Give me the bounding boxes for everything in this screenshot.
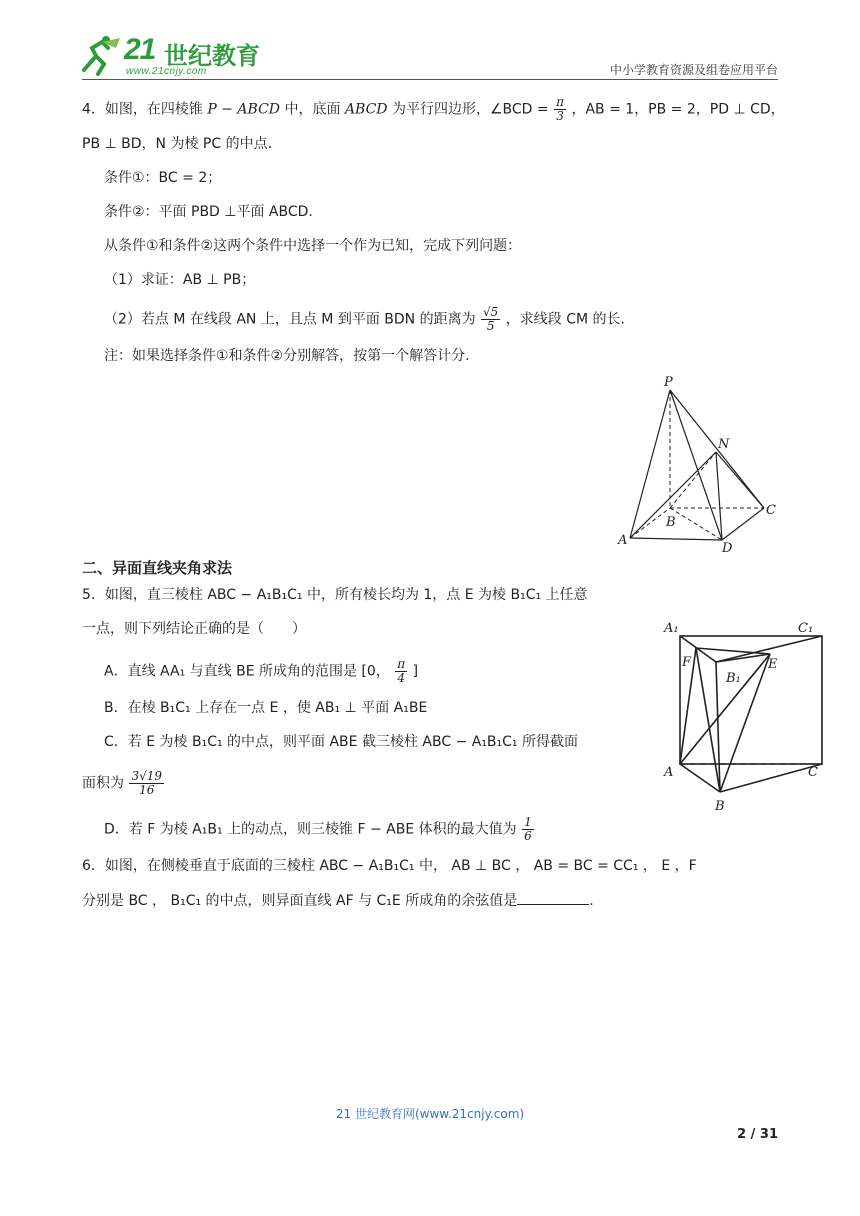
q4-text: 4．如图，在四棱锥 — [82, 101, 203, 118]
q4-text: （2）若点 M 在线段 AN 上，且点 M 到平面 BDN 的距离为 — [104, 311, 476, 328]
q4-fraction: $\frac{\pi}{3}$ — [556, 95, 564, 123]
q4-line2: PB ⊥ BD，N 为棱 PC 的中点. — [82, 136, 273, 152]
q6-line1: 6．如图，在侧棱垂直于底面的三棱柱 ABC − A₁B₁C₁ 中， AB ⊥ BC ， AB = BC = CC₁ ， E ，F — [82, 858, 697, 874]
label-P: P — [664, 375, 673, 390]
q5-text: 面积为 — [82, 775, 124, 792]
label-D: D — [722, 541, 733, 554]
logo-number: 21 — [124, 33, 156, 66]
label-F: F — [682, 655, 692, 670]
runner-logo-icon — [80, 34, 124, 78]
label-A1: A₁ — [664, 621, 679, 636]
label-C: C — [766, 503, 776, 518]
label-C: C — [808, 765, 818, 780]
label-B: B — [715, 799, 725, 814]
q4-sqrt-fraction: $\frac{√5}{5}$ — [483, 305, 499, 333]
q5-option-c-line1: C．若 E 为棱 B₁C₁ 的中点，则平面 ABE 截三棱柱 ABC − A₁B₁C₁ 所得截面 — [104, 734, 578, 750]
q4-line1 — [82, 96, 785, 123]
platform-name: 中小学教育资源及组卷应用平台 — [609, 63, 778, 77]
label-A: A — [618, 533, 628, 548]
q4-text: 中，底面 — [284, 101, 341, 118]
footer-link[interactable]: 21 世纪教育网(www.21cnjy.com) — [335, 1107, 525, 1121]
q4-math: P − ABCD — [207, 101, 281, 118]
q6-line2 — [82, 890, 594, 911]
q4-math: ABCD — [344, 101, 388, 118]
q5-option-d — [104, 816, 535, 843]
label-N: N — [718, 437, 730, 452]
label-B1: B₁ — [726, 671, 741, 686]
q5-text: ] — [412, 663, 419, 680]
q4-note: 注：如果选择条件①和条件②分别解答，按第一个解答计分. — [104, 348, 470, 364]
prism-figure — [660, 614, 830, 816]
q5-text: D．若 F 为棱 A₁B₁ 上的动点，则三棱锥 F − ABE 体积的最大值为 — [104, 821, 517, 838]
q5-option-a — [104, 658, 418, 685]
q5-line1: 5．如图，直三棱柱 ABC − A₁B₁C₁ 中，所有棱长均为 1，点 E 为棱 B₁C₁ 上任意 — [82, 587, 588, 603]
q6-text: . — [589, 893, 594, 909]
logo-text: 世纪教育 — [164, 42, 260, 70]
q6-text: 分别是 BC ， B₁C₁ 的中点，则异面直线 AF 与 C₁E 所成角的余弦值是 — [82, 893, 518, 909]
label-B: B — [666, 515, 676, 530]
label-A: A — [664, 765, 674, 780]
label-C1: C₁ — [798, 621, 814, 636]
logo-url: www.21cnjy.com — [126, 66, 207, 77]
q5-option-c-line2 — [82, 770, 165, 797]
q5-fraction: $\frac{\pi}{4}$ — [397, 657, 406, 685]
pyramid-figure — [610, 372, 790, 554]
header-divider — [82, 79, 778, 80]
q5-fraction: $\frac{3√19}{16}$ — [131, 769, 163, 797]
label-E: E — [768, 657, 778, 672]
q4-text: 为平行四边形，∠BCD = — [392, 101, 549, 118]
q4-choose: 从条件①和条件②这两个条件中选择一个作为已知，完成下列问题： — [104, 238, 522, 254]
q5-line2: 一点，则下列结论正确的是（ ） — [82, 621, 306, 637]
section-heading: 二、异面直线夹角求法 — [82, 559, 233, 577]
page-number: 2 / 31 — [737, 1127, 778, 1142]
q4-text: ，求线段 CM 的长. — [505, 311, 625, 328]
q4-part1: （1）求证：AB ⊥ PB； — [104, 272, 256, 288]
q4-condition-1: 条件①：BC = 2； — [104, 170, 222, 186]
q4-condition-2: 条件②：平面 PBD ⊥平面 ABCD. — [104, 204, 313, 220]
q4-part2 — [104, 306, 625, 333]
q5-fraction: $\frac{1}{6}$ — [524, 815, 532, 843]
q5-text: A．直线 AA₁ 与直线 BE 所成角的范围是 [0， — [104, 663, 390, 680]
answer-blank — [517, 890, 589, 905]
q4-text: ，AB = 1，PB = 2，PD ⊥ CD， — [571, 101, 785, 118]
q5-option-b: B．在棱 B₁C₁ 上存在一点 E ，使 AB₁ ⊥ 平面 A₁BE — [104, 700, 428, 716]
